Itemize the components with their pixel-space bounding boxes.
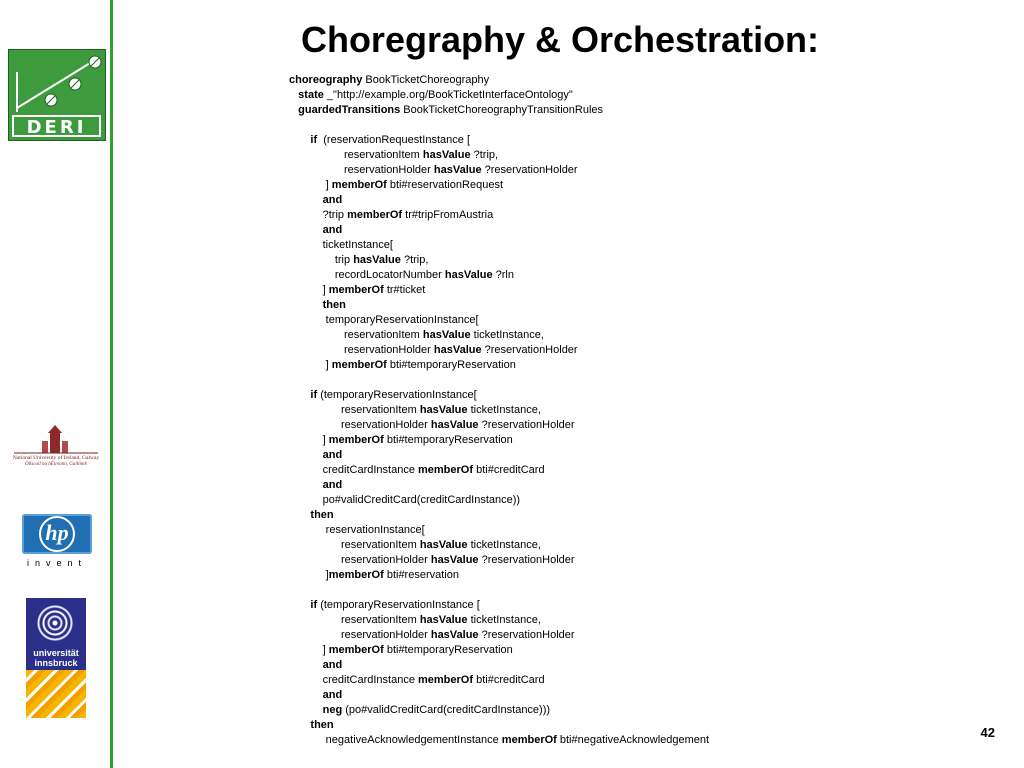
code-text: [289, 599, 310, 611]
code-keyword: memberOf: [418, 464, 474, 476]
code-keyword: if: [310, 389, 318, 401]
code-keyword: memberOf: [328, 434, 384, 446]
code-text: ?rln: [492, 269, 514, 281]
code-line: [289, 688, 342, 703]
code-text: [289, 449, 323, 461]
code-text: ?trip: [289, 209, 348, 221]
code-text: _"http://example.org/BookTicketInterfaceOntology": [323, 89, 573, 101]
code-text: tr#tripFromAustria: [402, 209, 494, 221]
code-line: [289, 703, 550, 718]
code-text: ?reservationHolder: [478, 629, 575, 641]
code-line: [289, 613, 541, 628]
code-keyword: hasValue: [422, 329, 471, 341]
code-line: [289, 298, 346, 313]
code-keyword: and: [322, 449, 343, 461]
code-line: [289, 433, 513, 448]
code-text: bti#creditCard: [473, 464, 545, 476]
code-line: [289, 538, 541, 553]
code-keyword: then: [310, 719, 334, 731]
code-keyword: state: [298, 89, 324, 101]
code-text: bti#reservationRequest: [386, 179, 504, 191]
code-text: reservationItem: [289, 329, 423, 341]
hp-tagline: invent: [26, 558, 88, 568]
code-line: [289, 148, 498, 163]
code-line: [289, 223, 342, 238]
code-text: (reservationRequestInstance [: [317, 134, 470, 146]
code-text: [289, 704, 323, 716]
code-text: ticketInstance,: [467, 404, 541, 416]
code-keyword: and: [322, 479, 343, 491]
hp-badge: [22, 514, 92, 554]
code-text: bti#temporaryReservation: [386, 359, 516, 371]
code-text: ]: [289, 284, 329, 296]
code-line: [289, 268, 514, 283]
code-text: ?reservationHolder: [478, 419, 575, 431]
code-text: reservationHolder: [289, 629, 431, 641]
code-keyword: and: [322, 224, 343, 236]
code-text: ]: [289, 179, 332, 191]
deri-logo: [8, 49, 106, 141]
code-keyword: memberOf: [328, 284, 384, 296]
code-line: [289, 283, 425, 298]
code-line: [289, 403, 541, 418]
sidebar: [0, 0, 112, 768]
code-keyword: memberOf: [331, 359, 387, 371]
code-text: ?reservationHolder: [478, 554, 575, 566]
code-line: [289, 103, 603, 118]
code-text: ticketInstance,: [467, 539, 541, 551]
code-keyword: memberOf: [328, 569, 384, 581]
code-line: [289, 523, 425, 538]
code-keyword: hasValue: [353, 254, 401, 266]
nuig-logo: [4, 425, 108, 477]
code-keyword: if: [310, 599, 318, 611]
code-text: reservationHolder: [289, 164, 434, 176]
code-text: reservationHolder: [289, 344, 434, 356]
code-text: ]: [289, 644, 329, 656]
code-line: [289, 448, 342, 463]
code-line: [289, 73, 489, 88]
code-line: [289, 568, 459, 583]
hp-mark: hp: [39, 516, 75, 552]
code-keyword: and: [322, 689, 343, 701]
code-keyword: then: [322, 299, 346, 311]
code-keyword: neg: [322, 704, 343, 716]
code-text: bti#temporaryReservation: [383, 434, 513, 446]
code-line: [289, 673, 545, 688]
code-keyword: if: [310, 134, 318, 146]
code-keyword: memberOf: [418, 674, 474, 686]
deri-logo-text: DERI: [12, 115, 101, 137]
code-keyword: hasValue: [430, 419, 479, 431]
code-text: [289, 89, 298, 101]
code-line: [289, 493, 520, 508]
sidebar-divider: [110, 0, 113, 768]
code-line: [289, 643, 513, 658]
code-line: [289, 208, 493, 223]
uibk-name: universität innsbruck: [26, 648, 86, 670]
uibk-pattern: [26, 670, 86, 718]
globe-icon: [34, 602, 76, 644]
code-text: negativeAcknowledgementInstance: [289, 734, 502, 746]
slide-title: Choregraphy & Orchestration:: [300, 19, 820, 60]
code-line: [289, 343, 578, 358]
code-text: BookTicketChoreography: [362, 74, 490, 86]
code-text: bti#reservation: [383, 569, 459, 581]
code-text: [289, 104, 298, 116]
code-line: [289, 508, 334, 523]
code-keyword: hasValue: [433, 344, 482, 356]
code-line: [289, 253, 428, 268]
code-text: po#validCreditCard(creditCardInstance)): [289, 494, 521, 506]
code-text: reservationHolder: [289, 554, 431, 566]
code-line: [289, 163, 578, 178]
code-line: [289, 238, 393, 253]
code-text: ?trip,: [470, 149, 499, 161]
code-keyword: hasValue: [430, 629, 479, 641]
code-line: [289, 658, 342, 673]
code-text: reservationHolder: [289, 419, 431, 431]
hp-logo: [22, 514, 92, 570]
code-text: [289, 479, 323, 491]
page-number: 42: [980, 725, 995, 740]
code-keyword: then: [310, 509, 334, 521]
code-text: [289, 389, 310, 401]
code-keyword: choreography: [289, 74, 363, 86]
code-line: [289, 388, 477, 403]
uibk-logo: [26, 598, 86, 718]
code-text: (temporaryReservationInstance[: [317, 389, 477, 401]
code-text: bti#temporaryReservation: [383, 644, 513, 656]
code-line: [289, 553, 575, 568]
code-text: [289, 194, 323, 206]
code-text: temporaryReservationInstance[: [289, 314, 479, 326]
code-text: [289, 224, 323, 236]
code-text: (temporaryReservationInstance [: [317, 599, 480, 611]
code-text: (po#validCreditCard(creditCardInstance))): [342, 704, 551, 716]
code-text: reservationItem: [289, 539, 420, 551]
code-keyword: memberOf: [347, 209, 403, 221]
code-line: [289, 193, 342, 208]
code-line: [289, 628, 575, 643]
code-text: recordLocatorNumber: [289, 269, 445, 281]
code-text: ticketInstance,: [470, 329, 544, 341]
code-text: reservationInstance[: [289, 524, 425, 536]
code-keyword: memberOf: [501, 734, 557, 746]
code-keyword: hasValue: [419, 614, 468, 626]
nuig-name: National University of Ireland, Galway: [12, 455, 100, 461]
nuig-subtitle: Ollscoil na hÉireann, Gaillimh: [24, 462, 88, 467]
code-text: [289, 689, 323, 701]
code-keyword: hasValue: [444, 269, 493, 281]
code-keyword: guardedTransitions: [298, 104, 401, 116]
code-line: [289, 733, 709, 748]
code-text: ?trip,: [400, 254, 429, 266]
code-keyword: hasValue: [430, 554, 479, 566]
code-text: [289, 299, 323, 311]
code-line: [289, 478, 342, 493]
code-text: reservationItem: [289, 149, 423, 161]
code-text: [289, 719, 310, 731]
code-text: ?reservationHolder: [481, 164, 578, 176]
deri-network-icon: [9, 50, 105, 112]
code-text: BookTicketChoreographyTransitionRules: [400, 104, 604, 116]
code-line: [289, 418, 575, 433]
code-text: ]: [289, 359, 332, 371]
code-text: [289, 509, 310, 521]
code-text: bti#negativeAcknowledgement: [556, 734, 710, 746]
code-line: [289, 133, 470, 148]
code-text: ticketInstance,: [467, 614, 541, 626]
code-line: [289, 598, 480, 613]
code-text: ]: [289, 569, 329, 581]
code-text: ?reservationHolder: [481, 344, 578, 356]
code-keyword: memberOf: [328, 644, 384, 656]
code-text: [289, 134, 310, 146]
code-line: [289, 313, 479, 328]
code-line: [289, 358, 516, 373]
code-keyword: and: [322, 194, 343, 206]
code-text: ]: [289, 434, 329, 446]
code-text: reservationItem: [289, 404, 420, 416]
code-text: trip: [289, 254, 354, 266]
code-line: [289, 178, 503, 193]
code-line: [289, 718, 334, 733]
code-text: creditCardInstance: [289, 674, 418, 686]
code-keyword: hasValue: [419, 539, 468, 551]
code-text: [289, 659, 323, 671]
code-text: creditCardInstance: [289, 464, 418, 476]
code-keyword: hasValue: [433, 164, 482, 176]
uibk-globe-panel: [26, 598, 86, 648]
code-line: [289, 463, 545, 478]
code-keyword: hasValue: [419, 404, 468, 416]
code-keyword: hasValue: [422, 149, 471, 161]
code-keyword: and: [322, 659, 343, 671]
code-line: [289, 328, 544, 343]
code-keyword: memberOf: [331, 179, 387, 191]
code-text: reservationItem: [289, 614, 420, 626]
code-text: bti#creditCard: [473, 674, 545, 686]
code-text: tr#ticket: [383, 284, 426, 296]
nuig-crest-icon: [4, 425, 108, 455]
code-text: ticketInstance[: [289, 239, 393, 251]
code-line: [289, 88, 573, 103]
